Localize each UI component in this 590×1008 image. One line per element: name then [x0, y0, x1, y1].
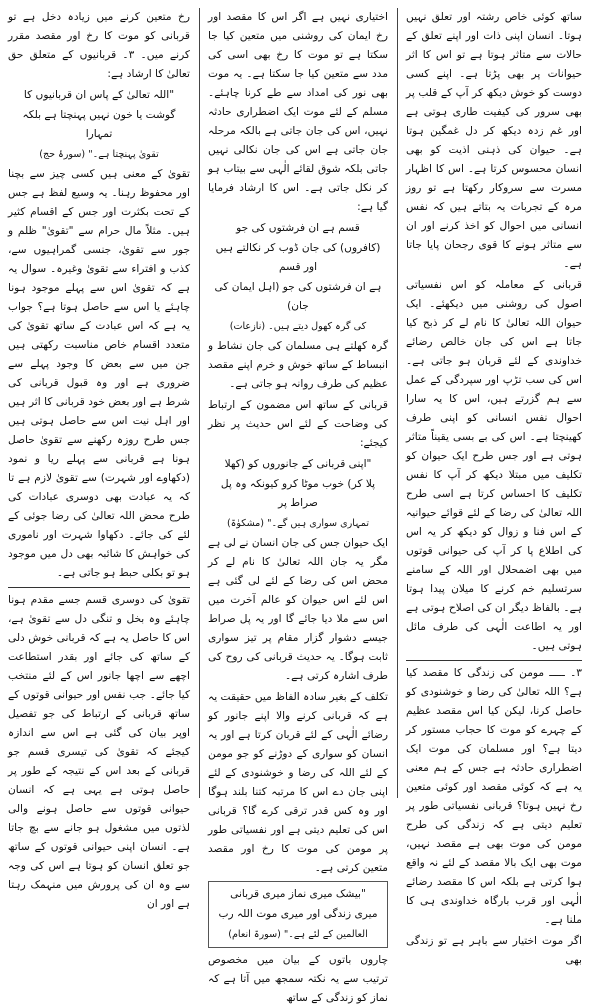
paragraph: رخ متعین کرنے میں زیادہ دخل ہے تو قربانی کو موت کا رخ اور مقصد مقرر کرنے میں۔ ۳۔ قربانیوں کے متعلق حق تعالیٰ کا ارشاد ہے: — [8, 11, 190, 80]
quote-line: "اپنی قربانی کے جانوروں کو (کھلا — [224, 458, 372, 470]
column-rule — [199, 8, 200, 798]
quote-line: ہے ان فرشتوں کی جو (اہل ایمان کی جان) — [214, 281, 382, 312]
quote-line: تمہاری سواری ہیں گے۔" (مشکوٰۃ) — [226, 518, 369, 529]
column-rule — [397, 8, 398, 798]
paragraph: ساتھ کوئی خاص رشتہ اور تعلق نہیں ہوتا۔ انسان اپنی ذات اور اپنے تعلق کے حالات سے متاثر ہوتا ہے تو اس کا اثر حیوانات پر بھی پڑتا ہے۔ اپنے کسی دوست کو خوش دیکھ کر آپ کے قلب پر بھی سرور کی کیفیت طاری ہوتی ہے اور غم زدہ دیکھ کر دل غمگین ہوتا ہے۔ حیوان کی ذہنی اذیت کو بھی انسان محسوس کرتا ہے۔ اس کا اظہار مسرت سے سروکار رکھتا ہے تو روز مرہ کے تجربات یہ بتاتے ہیں کہ نفس انسانی میں احوال کو اخذ کرنے اور ان سے متاثر ہونے کا قوی رجحان پایا جاتا ہے۔ — [406, 11, 582, 270]
quote-line: قسم ہے ان فرشتوں کی جو — [236, 222, 360, 234]
paragraph: چاروں باتوں کے بیان میں مخصوص ترتیب سے یہ نکتہ سمجھ میں آتا ہے کہ نماز کو زندگی کے ساتھ — [208, 954, 388, 1004]
column-right — [406, 8, 582, 966]
column-left — [8, 8, 190, 910]
paragraph: اگر موت اختیار سے باہر ہے تو زندگی بھی — [406, 935, 582, 966]
quote-line: "اللہ تعالیٰ کے پاس ان قربانیوں کا — [23, 89, 175, 101]
quote-line: تقویٰ پہنچتا ہے۔" (سورۂ حج) — [39, 149, 159, 160]
quote-line: میری زندگی اور میری موت اللہ رب — [218, 908, 378, 920]
section-divider — [406, 660, 582, 661]
paragraph: ۳۔ ـــــ مومن کی زندگی کا مقصد کیا ہے؟ اللہ تعالیٰ کی رضا و خوشنودی کو حاصل کرنا، لیکن کیا اس مقصد عظیم کے چہرے کو موت کا حجاب مستور کر دیتا ہے؟ اور مسلمان کی موت ایک اضطراری حادثہ ہے جس کے ہم معنی یہ ہے کہ کوئی مقصد اور کوئی متعین رخ نہیں ہوتا؟ قربانی نفسیاتی طور پر تعلیم دیتی ہے کہ زندگی کی طرح مومن کی موت بھی ہے مقصد نہیں، موت بھی ایک بالا مقصد کے لئے نہ واقع ہوا کرتی ہے بلکہ اس کا مقصد رضائے الٰہی اور قرب بارگاہ خداوندی ہی کا ملنا ہے۔ — [406, 667, 582, 926]
quote-line: (کافروں) کی جان ڈوب کر نکالتے ہیں اور قسم — [215, 242, 381, 273]
hadith-quote-block — [208, 455, 388, 533]
paragraph: قربانی کے ساتھ اس مضمون کے ارتباط کی وضاحت کے لئے اس حدیث پر نظر کیجئے: — [208, 399, 388, 449]
quote-block — [208, 219, 388, 336]
paragraph: تکلف کے بغیر سادہ الفاظ میں حقیقت یہ ہے کہ قربانی کرنے والا اپنے جانور کو رضائے الٰہی کے لئے قربان کرتا ہے اور یہ انسان کو سواری کے دوڑنے کو جو مومن کے لئے اللہ کی رضا و خوشنودی کے لئے اپنی جان دے اس کا مرتبہ کتنا بلند ہوگا اور وہ کس قدر ترقی کرے گا؟ قربانی اس کی تعلیم دیتی ہے اور نفسیاتی طور پر مومن کی موت کا رخ اور مقصد متعین کرتی ہے۔ — [208, 691, 388, 874]
ayah-quote-block — [208, 881, 388, 948]
quote-line: کی گرہ کھول دیتے ہیں۔ (نازعات) — [229, 321, 367, 332]
paragraph: گرہ کھلتے ہی مسلمان کی جان نشاط و انبساط کے ساتھ خوش و خرم اپنے مقصد عظیم کی طرف روانہ ہو جاتی ہے۔ — [208, 340, 388, 390]
quote-line: پلا کر) خوب موٹا کرو کیونکہ وہ پل صراط پر — [220, 478, 376, 509]
quote-line: "بیشک میری نماز میری قربانی — [230, 888, 366, 900]
paragraph: تقویٰ کی دوسری قسم جسے مقدم ہونا چاہئے وہ بخل و تنگی دل سے تقویٰ ہے، اس کا حاصل یہ ہے کہ قربانی خوش دلی کے ساتھ کی جائے اور بقدر استطاعت اچھے سے اچھا جانور اس کے لئے منتخب کیا جائے۔ جب نفس اور حیوانی قوتوں کے ساتھ قربانی کے ارتباط کی جو تفصیل اوپر بیان کی گئی ہے اس سے اندازہ کیجئے کہ تقویٰ کی تیسری قسم جو قربانی کے بعد اس کے نتیجہ کے طور پر حاصل ہوتی ہے یہی ہے کہ انسان حیوانی قوتوں سے حاصل ہونے والی لذتوں میں مشغول ہو جانے سے بچ جاتا ہے۔ انسان اپنی حیوانی قوتوں کے ساتھ جو تعلق انسان کو ہوتا ہے اس کی وجہ سے وہ ان کی پرورش میں منہمک رہتا ہے اور ان — [8, 594, 190, 910]
newspaper-page — [8, 8, 582, 1004]
quote-line: العالمین کے لئے ہے۔" (سورۃ انعام) — [228, 929, 368, 940]
quran-quote-block — [8, 86, 190, 164]
paragraph: قربانی کے معاملہ کو اس نفسیاتی اصول کی روشنی میں دیکھئے۔ ایک حیوان اللہ تعالیٰ کا نام لے کر ذبح کیا جاتا ہے اس کی جان خالص رضائے خداوندی کے لئے قربان ہو جاتی ہے۔ اس کی سب تڑپ اور سپردگی کے عمل سے ہم گزرتے ہیں، اس کا یہ سارا احوال نفس انسانی کو اپنی طرف کھینچتا ہے۔ اس کی بے بسی یقیناً متاثر ہوتی ہے اور جس طرح ایک حیوان کو تکلیف میں مبتلا دیکھ کر آپ کا نفس تکلیف کا احساس کرتا ہے اسی طرح اللہ تعالیٰ کی رضا کے لئے قوائے حیوانیہ کے اس فنا و زوال کو دیکھ کر یہ اس کی اطلاع پا کر آپ کی حیوانی قوتوں میں بھی اضمحلال اور اللہ کے سامنے سرتسلیم خم کرنے کا میلان پیدا ہوتا ہے۔ بالفاظ دیگر ان کی اصلاح ہوتی ہے اور یہ اطاعت الٰہی کی طرف مائل ہوتی ہیں۔ — [406, 279, 582, 652]
paragraph: تقویٰ کے معنی ہیں کسی چیز سے بچنا اور محفوظ رہنا۔ یہ وسیع لفظ ہے جس کے تحت بکثرت اور جس کے اقسام کثیر ہیں۔ مثلاً مال حرام سے "تقویٰ" ظلم و جور سے تقویٰ، جنسی گمراہیوں سے، کذب و افتراء سے تقویٰ وغیرہ۔ سوال یہ ہے کہ تقویٰ اس سے پہلے موجود ہونا چاہئے یا اس سے حاصل ہوتا ہے؟ جواب یہ ہے کہ اس عبادت کے ساتھ تقویٰ کی متعدد اقسام خاص مناسبت رکھتی ہیں جن میں سے بعض کا وجود پہلے سے ضروری ہے اور وہ قبول قربانی کی شرط ہے اور بعض خود قربانی کا اثر ہیں اور اہل نیت اس سے حاصل ہوتی ہیں جس طرح روزہ رکھنے سے تقویٰ حاصل ہونا ہے قربانی سے پہلے ریا و نمود (دکھاوے اور شہرت) سے تقویٰ لازم ہے تا کہ یہ عبادت بھی دوسری عبادات کی طرح محض اللہ تعالیٰ کی رضا جوئی کے لئے کی جائے۔ دکھاوا شہرت اور ناموری کی خواہش کا شائبہ بھی دل میں موجود ہو تو بکلی حبط ہو جاتی ہے۔ — [8, 168, 190, 579]
paragraph: اختیاری نہیں ہے اگر اس کا مقصد اور رخ ایمان کی روشنی میں متعین کیا جا سکتا ہے تو موت کا رخ بھی اسی کی مدد سے متعین کیا جا سکتا ہے۔ یہ موت بھی نور کی امداد سے طے کرنا چاہئے۔ مسلم کے لئے موت ایک اضطراری حادثہ نہیں، اس کی جان جاتی ہے بالکہ مرحلہ جان جاتی ہے اس کی جان نکالی نہیں جاتی بلکہ شوق لقائے الٰہی سے بیتاب ہو کر نکل جاتی ہے۔ اس کا ارشاد فرمایا گیا ہے: — [208, 11, 388, 213]
column-middle — [208, 8, 388, 1004]
paragraph: ایک حیوان جس کی جان انسان نے لی ہے مگر یہ جان اللہ تعالیٰ کا نام لے کر محض اس کی رضا کے لئے لی گئی ہے اس لئے اس حیوان کو عالم آخرت میں اس سے ملا دیا جائے گا اور یہ پل صراط جیسے دشوار گزار مقام پر تیز سواری ثابت ہوگا۔ یہ حدیث قربانی کی روح کی طرف اشارہ کرتی ہے۔ — [208, 537, 388, 682]
quote-line: گوشت یا خون نہیں پہنچتا ہے بلکہ تمہارا — [22, 109, 176, 140]
section-divider — [8, 587, 190, 588]
